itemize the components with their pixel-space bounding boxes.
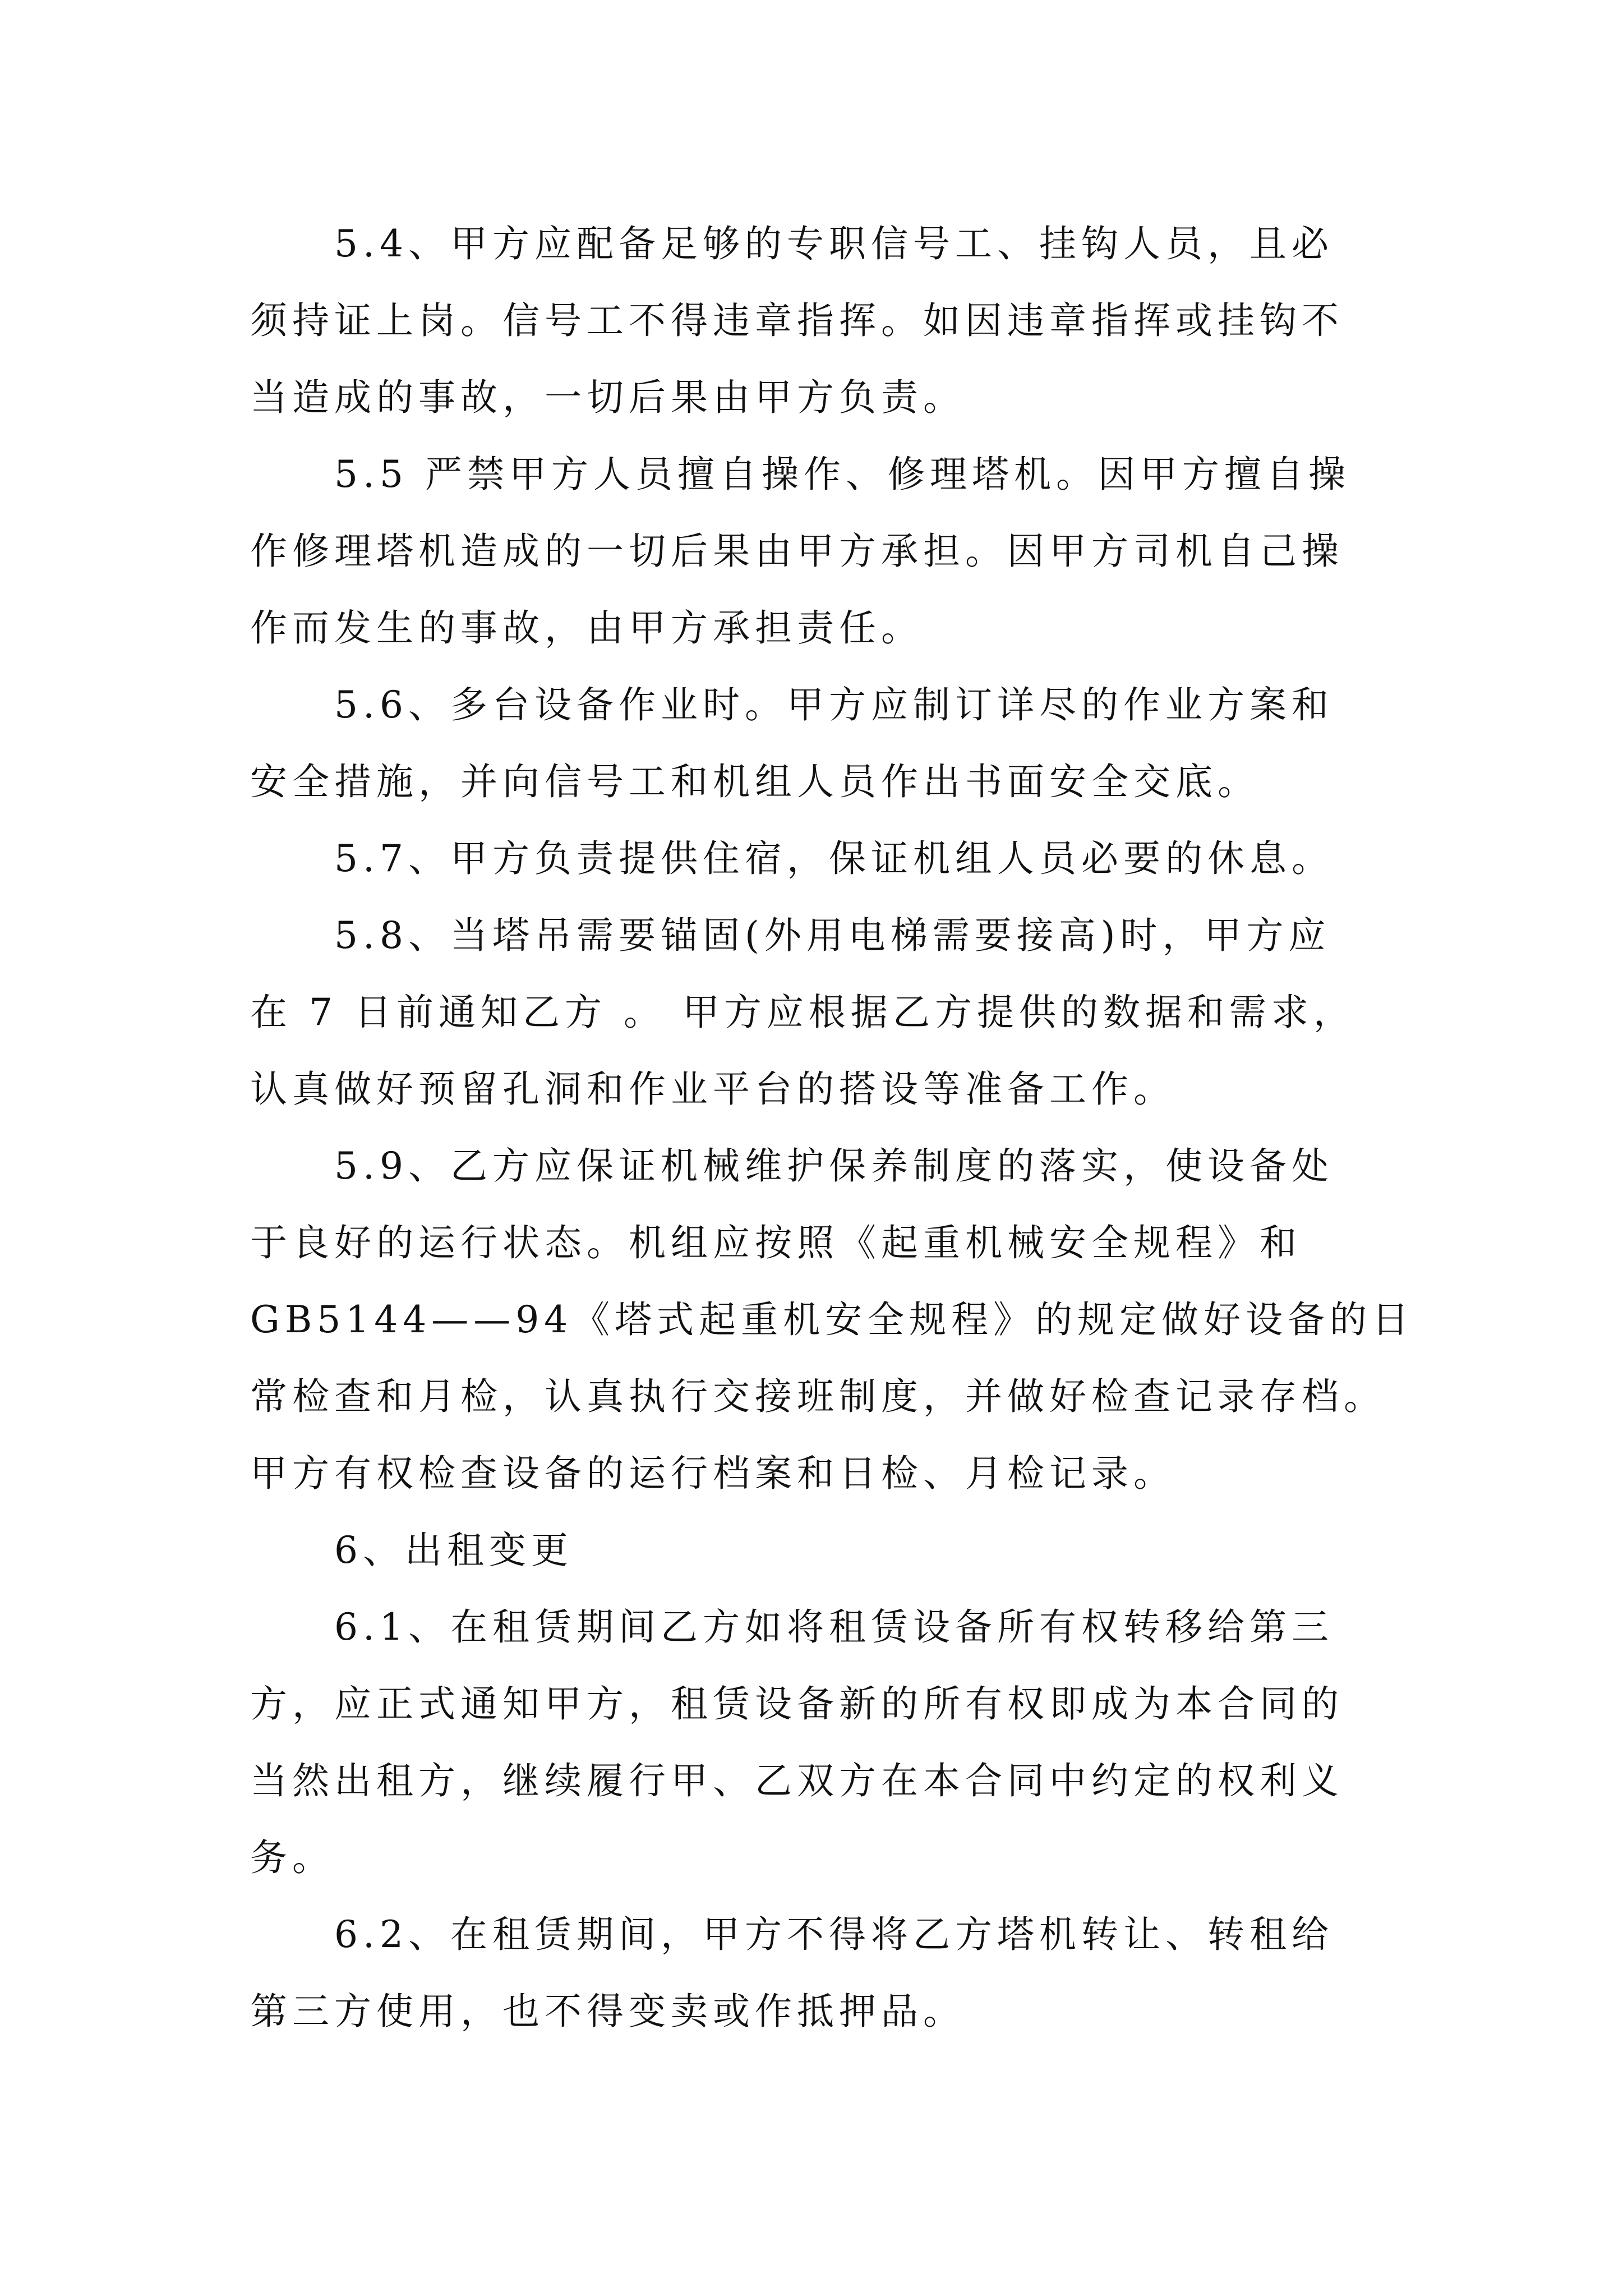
clause-5-9-line-4: 常检查和月检，认真执行交接班制度，并做好检查记录存档。	[250, 1375, 1386, 1418]
clause-5-5-line-1: 5.5 严禁甲方人员擅自操作、修理塔机。因甲方擅自操	[334, 453, 1350, 496]
clause-5-5-line-2: 作修理塔机造成的一切后果由甲方承担。因甲方司机自己操	[250, 530, 1344, 573]
clause-5-8-line-2: 在 7 日前通知乙方 。 甲方应根据乙方提供的数据和需求，	[250, 991, 1355, 1034]
clause-6-1-line-1: 6.1、在租赁期间乙方如将租赁设备所有权转移给第三	[334, 1605, 1334, 1649]
clause-6-2-line-2: 第三方使用，也不得变卖或作抵押品。	[250, 1990, 965, 2033]
clause-5-6-line-1: 5.6、多台设备作业时。甲方应制订详尽的作业方案和	[334, 683, 1334, 726]
clause-6-1-line-2: 方，应正式通知甲方，租赁设备新的所有权即成为本合同的	[250, 1682, 1344, 1726]
clause-5-4-line-2: 须持证上岗。信号工不得违章指挥。如因违章指挥或挂钩不	[250, 299, 1344, 342]
section-6-heading: 6、出租变更	[334, 1529, 573, 1572]
clause-5-4-line-3: 当造成的事故，一切后果由甲方负责。	[250, 376, 965, 419]
clause-6-2-line-1: 6.2、在租赁期间，甲方不得将乙方塔机转让、转租给	[334, 1913, 1334, 1956]
clause-6-1-line-3: 当然出租方，继续履行甲、乙双方在本合同中约定的权利义	[250, 1759, 1344, 1802]
clause-6-1-line-4: 务。	[250, 1836, 334, 1879]
clause-5-8-line-1: 5.8、当塔吊需要锚固(外用电梯需要接高)时，甲方应	[334, 914, 1331, 957]
clause-5-9-line-3: GB5144——94《塔式起重机安全规程》的规定做好设备的日	[250, 1298, 1414, 1341]
clause-5-9-line-5: 甲方有权检查设备的运行档案和日检、月检记录。	[250, 1452, 1175, 1495]
clause-5-7-line-1: 5.7、甲方负责提供住宿，保证机组人员必要的休息。	[334, 837, 1334, 880]
clause-5-8-line-3: 认真做好预留孔洞和作业平台的搭设等准备工作。	[250, 1068, 1175, 1111]
clause-5-9-line-1: 5.9、乙方应保证机械维护保养制度的落实，使设备处	[334, 1144, 1334, 1188]
clause-5-9-line-2: 于良好的运行状态。机组应按照《起重机械安全规程》和	[250, 1221, 1302, 1264]
clause-5-4-line-1: 5.4、甲方应配备足够的专职信号工、挂钩人员，且必	[334, 222, 1334, 265]
clause-5-6-line-2: 安全措施，并向信号工和机组人员作出书面安全交底。	[250, 760, 1260, 803]
clause-5-5-line-3: 作而发生的事故，由甲方承担责任。	[250, 606, 923, 650]
